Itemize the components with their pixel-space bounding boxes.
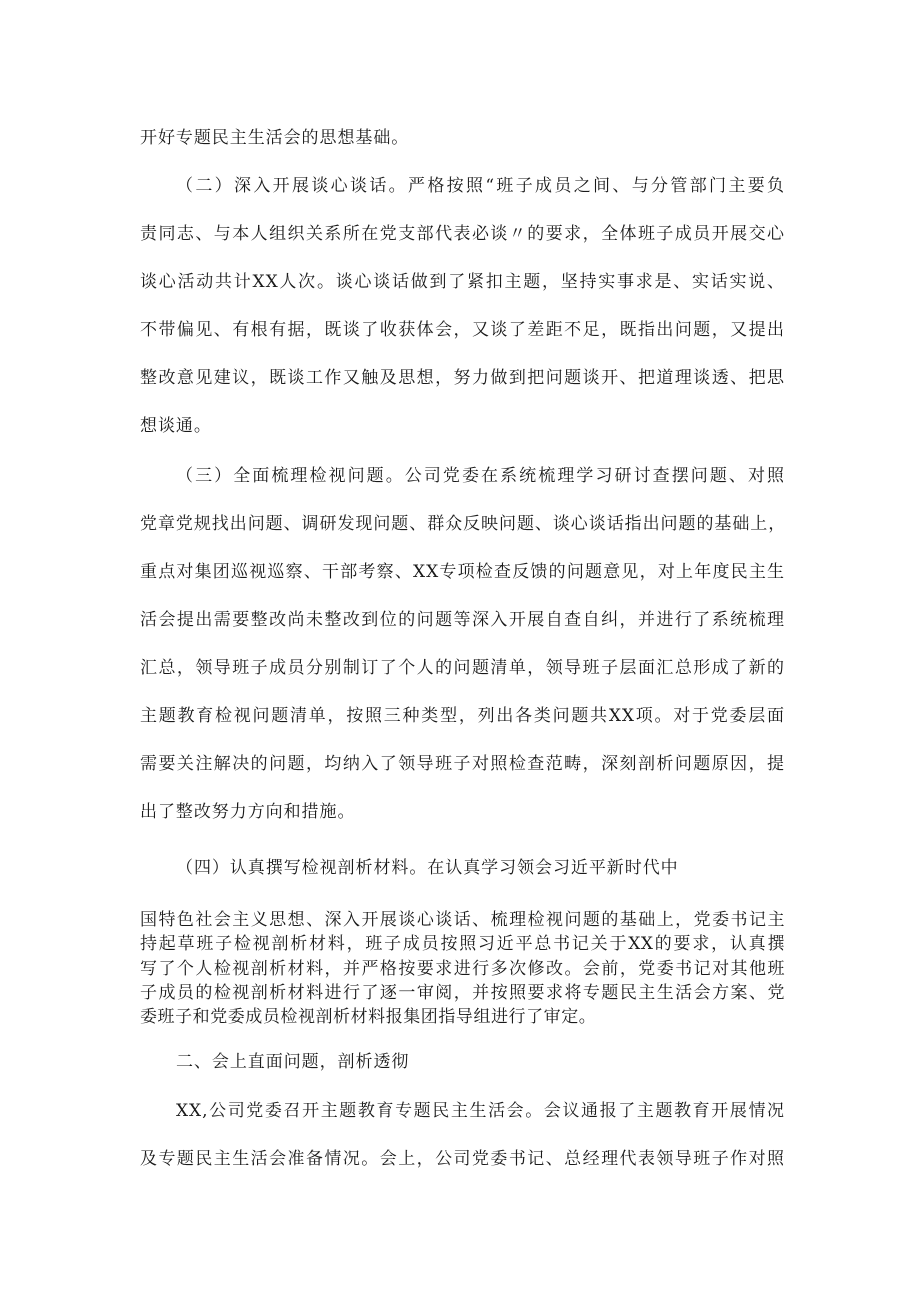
paragraph-line: XX,公司党委召开主题教育专题民主生活会。会议通报了主题教育开展情况 <box>176 1101 785 1121</box>
section-heading-line: （三）全面梳理检视问题。公司党委在系统梳理学习研讨查摆问题、对照 <box>176 466 785 486</box>
paragraph-line: 及专题民主生活会准备情况。会上，公司党委书记、总经理代表领导班子作对照 <box>140 1149 785 1169</box>
paragraph-line: 国特色社会主义思想、深入开展谈心谈话、梳理检视问题的基础上，党委书记主 <box>140 910 785 930</box>
paragraph-line: 党章党规找出问题、调研发现问题、群众反映问题、谈心谈话指出问题的基础上， <box>140 514 787 534</box>
paragraph-line: 持起草班子检视剖析材料，班子成员按照习近平总书记关于XX的要求，认真撰 <box>140 934 785 954</box>
paragraph-line: 不带偏见、有根有据，既谈了收获体会，又谈了差距不足，既指出问题，又提出 <box>140 320 785 340</box>
paragraph-line: 子成员的检视剖析材料进行了逐一审阅，并按照要求将专题民主生活会方案、党 <box>140 983 785 1003</box>
paragraph-line: 委班子和党委成员检视剖析材料报集团指导组进行了审定。 <box>140 1007 597 1027</box>
chapter-heading: 二、会上直面问题，剖析透彻 <box>176 1052 410 1072</box>
paragraph-line: 整改意见建议，既谈工作又触及思想，努力做到把问题谈开、把道理谈透、把思 <box>140 368 785 388</box>
paragraph-line: 需要关注解决的问题，均纳入了领导班子对照检查范畴，深刻剖析问题原因，提 <box>140 754 785 774</box>
paragraph-line: 写了个人检视剖析材料，并严格按要求进行多次修改。会前，党委书记对其他班 <box>140 959 785 979</box>
paragraph-line: 重点对集团巡视巡察、干部考察、XX专项检查反馈的问题意见，对上年度民主生 <box>140 562 785 582</box>
section-heading-line: （四）认真撰写检视剖析材料。在认真学习领会习近平新时代中 <box>176 858 679 878</box>
section-heading-line: （二）深入开展谈心谈话。严格按照“班子成员之间、与分管部门主要负 <box>176 176 785 196</box>
paragraph-line: 责同志、与本人组织关系所在党支部代表必谈〃的要求，全体班子成员开展交心 <box>140 224 785 244</box>
paragraph-line: 出了整改努力方向和措施。 <box>140 802 356 822</box>
paragraph-line: 主题教育检视问题清单，按照三种类型，列出各类问题共XX项。对于党委层面 <box>140 706 785 726</box>
paragraph-line: 汇总，领导班子成员分别制订了个人的问题清单，领导班子层面汇总形成了新的 <box>140 658 785 678</box>
paragraph-line: 谈心活动共计XX人次。谈心谈话做到了紧扣主题，坚持实事求是、实话实说、 <box>140 272 785 292</box>
paragraph-line: 想谈通。 <box>140 416 212 436</box>
paragraph-line: 开好专题民主生活会的思想基础。 <box>140 128 410 148</box>
paragraph-line: 活会提出需要整改尚未整改到位的问题等深入开展自查自纠，并进行了系统梳理 <box>140 610 785 630</box>
